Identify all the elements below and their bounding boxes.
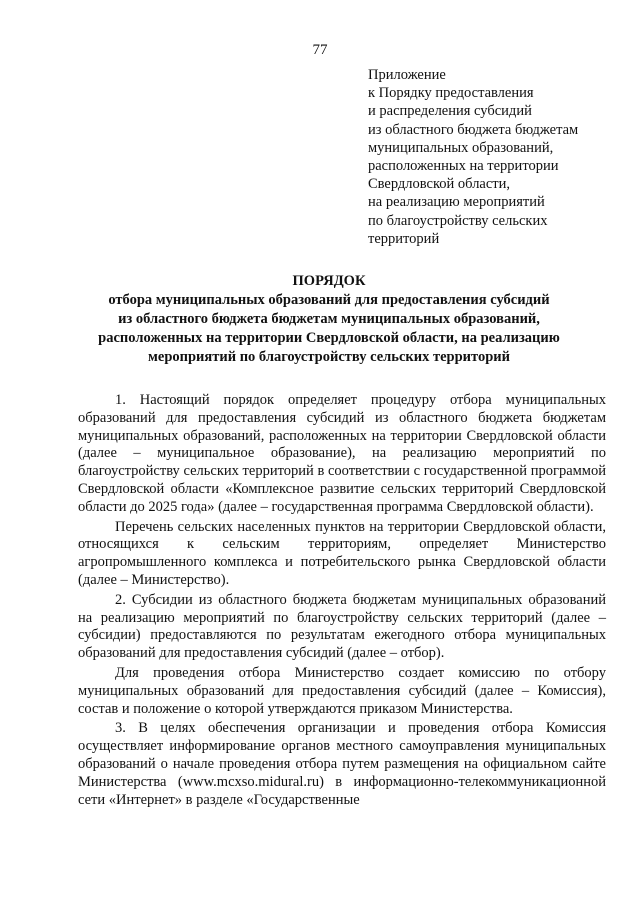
page-number: 77 bbox=[312, 42, 328, 58]
appendix-line: по благоустройству сельских bbox=[368, 212, 548, 229]
appendix-line: из областного бюджета бюджетам bbox=[368, 121, 579, 138]
document-title bbox=[60, 272, 598, 367]
title-heading: ПОРЯДОК bbox=[292, 273, 366, 289]
paragraph: 3. В целях обеспечения организации и проведения отбора Комиссия осуществляет информирование органов местного самоуправления муниципальных образований о начале проведения отбора путем размещения на официальном сайте Министерства (www.mcxso.midural.ru) в информационно-телекоммуникационной сети «Интернет» в разделе «Государственные bbox=[78, 720, 606, 808]
appendix-line: территорий bbox=[368, 230, 440, 247]
appendix-line: муниципальных образований, bbox=[368, 139, 554, 156]
paragraph: 1. Настоящий порядок определяет процедуру отбора муниципальных образований для предоставления субсидий из областного бюджета бюджетам муниципальных образований, расположенных на территории Свердловской области (далее – муниципальное образование), на реализацию мероприятий по благоустройству сельских территорий в соответствии с государственной программой Свердловской области «Комплексное развитие сельских территорий Свердловской области до 2025 года» (далее – государственная программа Свердловской области). bbox=[78, 392, 606, 515]
document-body bbox=[78, 392, 606, 811]
paragraph: 2. Субсидии из областного бюджета бюджетам муниципальных образований на реализацию мероприятий по благоустройству сельских территорий (далее – субсидии) предоставляются по результатам ежегодного отбора муниципальных образований для предоставления субсидий (далее – отбор). bbox=[78, 591, 606, 662]
appendix-header bbox=[368, 66, 628, 248]
appendix-line: Приложение bbox=[368, 67, 446, 83]
appendix-line: Свердловской области, bbox=[368, 176, 511, 193]
title-line: расположенных на территории Свердловской области, на реализацию bbox=[98, 330, 560, 346]
appendix-line: к Порядку предоставления bbox=[368, 85, 534, 102]
paragraph: Перечень сельских населенных пунктов на территории Свердловской области, относящихся к сельским территориям, определяет Министерство агропромышленного комплекса и потребительского рынка Свердловской области (далее – Министерство). bbox=[78, 518, 606, 588]
title-line: отбора муниципальных образований для предоставления субсидий bbox=[108, 292, 550, 308]
title-line: из областного бюджета бюджетам муниципальных образований, bbox=[118, 311, 540, 327]
title-line: мероприятий по благоустройству сельских территорий bbox=[148, 349, 510, 365]
appendix-line: и распределения субсидий bbox=[368, 103, 532, 120]
appendix-line: расположенных на территории bbox=[368, 158, 559, 175]
paragraph: Для проведения отбора Министерство создает комиссию по отбору муниципальных образований для предоставления субсидий (далее – Комиссия), состав и положение о которой утверждаются приказом Министерства. bbox=[78, 664, 606, 717]
appendix-line: на реализацию мероприятий bbox=[368, 194, 545, 211]
